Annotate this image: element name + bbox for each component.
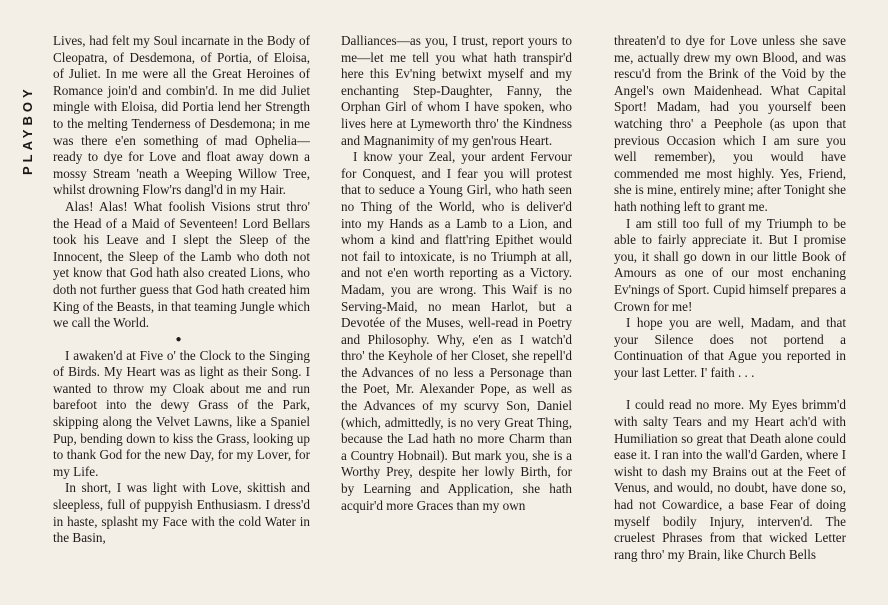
magazine-name: PLAYBOY	[20, 85, 35, 175]
text-column-3	[614, 33, 846, 563]
paragraph: threaten'd to dye for Love unless she save me, actually drew my own Blood, and was rescu'd from the Brink of the Void by the Angel's own Maidenhead. What Capital Sport! Madam, had you yourself been watching thro' a Peephole (as upon that previous Occasion which I am sure you well remember), you would have commended me most highly. Yes, Friend, she is mine, entirely mine; after Tonight she hath nothing left to grant me.	[614, 33, 846, 214]
paragraph: Alas! Alas! What foolish Visions strut thro' the Head of a Maid of Seventeen! Lord Bellars took his Leave and I slept the Sleep of the Innocent, the Sleep of the Lamb who doth not yet know that God hath also created Lions, who doth not further guess that God hath created him King of the Beasts, in that teaming Jungle which we call the World.	[53, 198, 310, 331]
section-break-glyph: ●	[175, 333, 182, 345]
section-break	[53, 332, 310, 348]
folio-running-head	[18, 40, 40, 180]
paragraph: I know your Zeal, your ardent Fervour for Conquest, and I fear you will protest that to seduce a Young Girl, who hath seen no Thing of the World, who is deliver'd into my Hands as a Lamb to a Lion, and whom a kind and flatt'ring Epithet would not fail to intoxicate, is no Triumph at all, and not e'en worth reporting as a Victory. Madam, you are wrong. This Waif is no Serving-Maid, no mean Harlot, but a Devotée of the Muses, well-read in Poetry and Philosophy. Why, e'en as I watch'd thro' the Keyhole of her Closet, she repell'd the Advances of no less a Personage than the Poet, Mr. Alexander Pope, as well as the Advances of my scurvy Son, Daniel (which, admittedly, is no very Great Thing, because the Lad hath no more Charm than a Country Hobnail). But mark you, she is a Worthy Prey, despite her lowly Birth, for by Learning and Application, she hath acquir'd more Graces than my own	[341, 149, 572, 513]
paragraph: I could read no more. My Eyes brimm'd with salty Tears and my Heart ach'd with Humiliation so great that Death alone could ease it. I ran into the wall'd Garden, where I wisht to dash my Brains out at the Feet of Venus, and would, no doubt, have done so, had not Cowardice, a base Fear of doing myself bodily Injury, interven'd. The cruelest Phrases from that wicked Letter rang thro' my Brain, like Church Bells	[614, 397, 846, 562]
paragraph: In short, I was light with Love, skittish and sleepless, full of puppyish Enthusiasm. I dress'd in haste, splasht my Face with the cold Water in the Basin,	[53, 480, 310, 546]
paragraph: Dalliances—as you, I trust, report yours to me—let me tell you what hath transpir'd here this Ev'ning betwixt myself and my enchanting Step-Daughter, Fanny, the Orphan Girl of whom I have spoken, who lives here at Lymeworth thro' the Kindness and Magnanimity of my gen'rous Heart.	[341, 33, 572, 148]
paragraph: I am still too full of my Triumph to be able to fairly appreciate it. But I promise you, it shall go down in our little Book of Amours as one of our most enchaning Ev'nings of Sport. Cupid himself prepares a Crown for me!	[614, 215, 846, 314]
paragraph: I hope you are well, Madam, and that your Silence does not portend a Continuation of that Ague you reported in your last Letter. I' faith . . .	[614, 315, 846, 380]
text-column-2	[341, 33, 572, 514]
text-column-1	[53, 33, 310, 547]
paragraph: Lives, had felt my Soul incarnate in the Body of Cleopatra, of Desdemona, of Portia, of Eloisa, of Juliet. In me were all the Great Heroines of Romance join'd and combin'd. In me did Juliet mingle with Eloisa, did Portia lend her Strength to the melting Tenderness of Desdemona; in me was there e'en something of mad Ophelia—ready to dye for Love and float away down a mossy Stream 'neath a Weeping Willow Tree, whilst drowning Flow'rs dangl'd in my Hair.	[53, 33, 310, 198]
paragraph: I awaken'd at Five o' the Clock to the Singing of Birds. My Heart was as light as their Song. I wanted to throw my Cloak about me and run barefoot into the dewy Grass of the Park, skipping along the Velvet Lawns, like a Spaniel Pup, bending down to kiss the Grass, looking up to thank God for the new Day, for my Lover, for my Life.	[53, 347, 310, 479]
